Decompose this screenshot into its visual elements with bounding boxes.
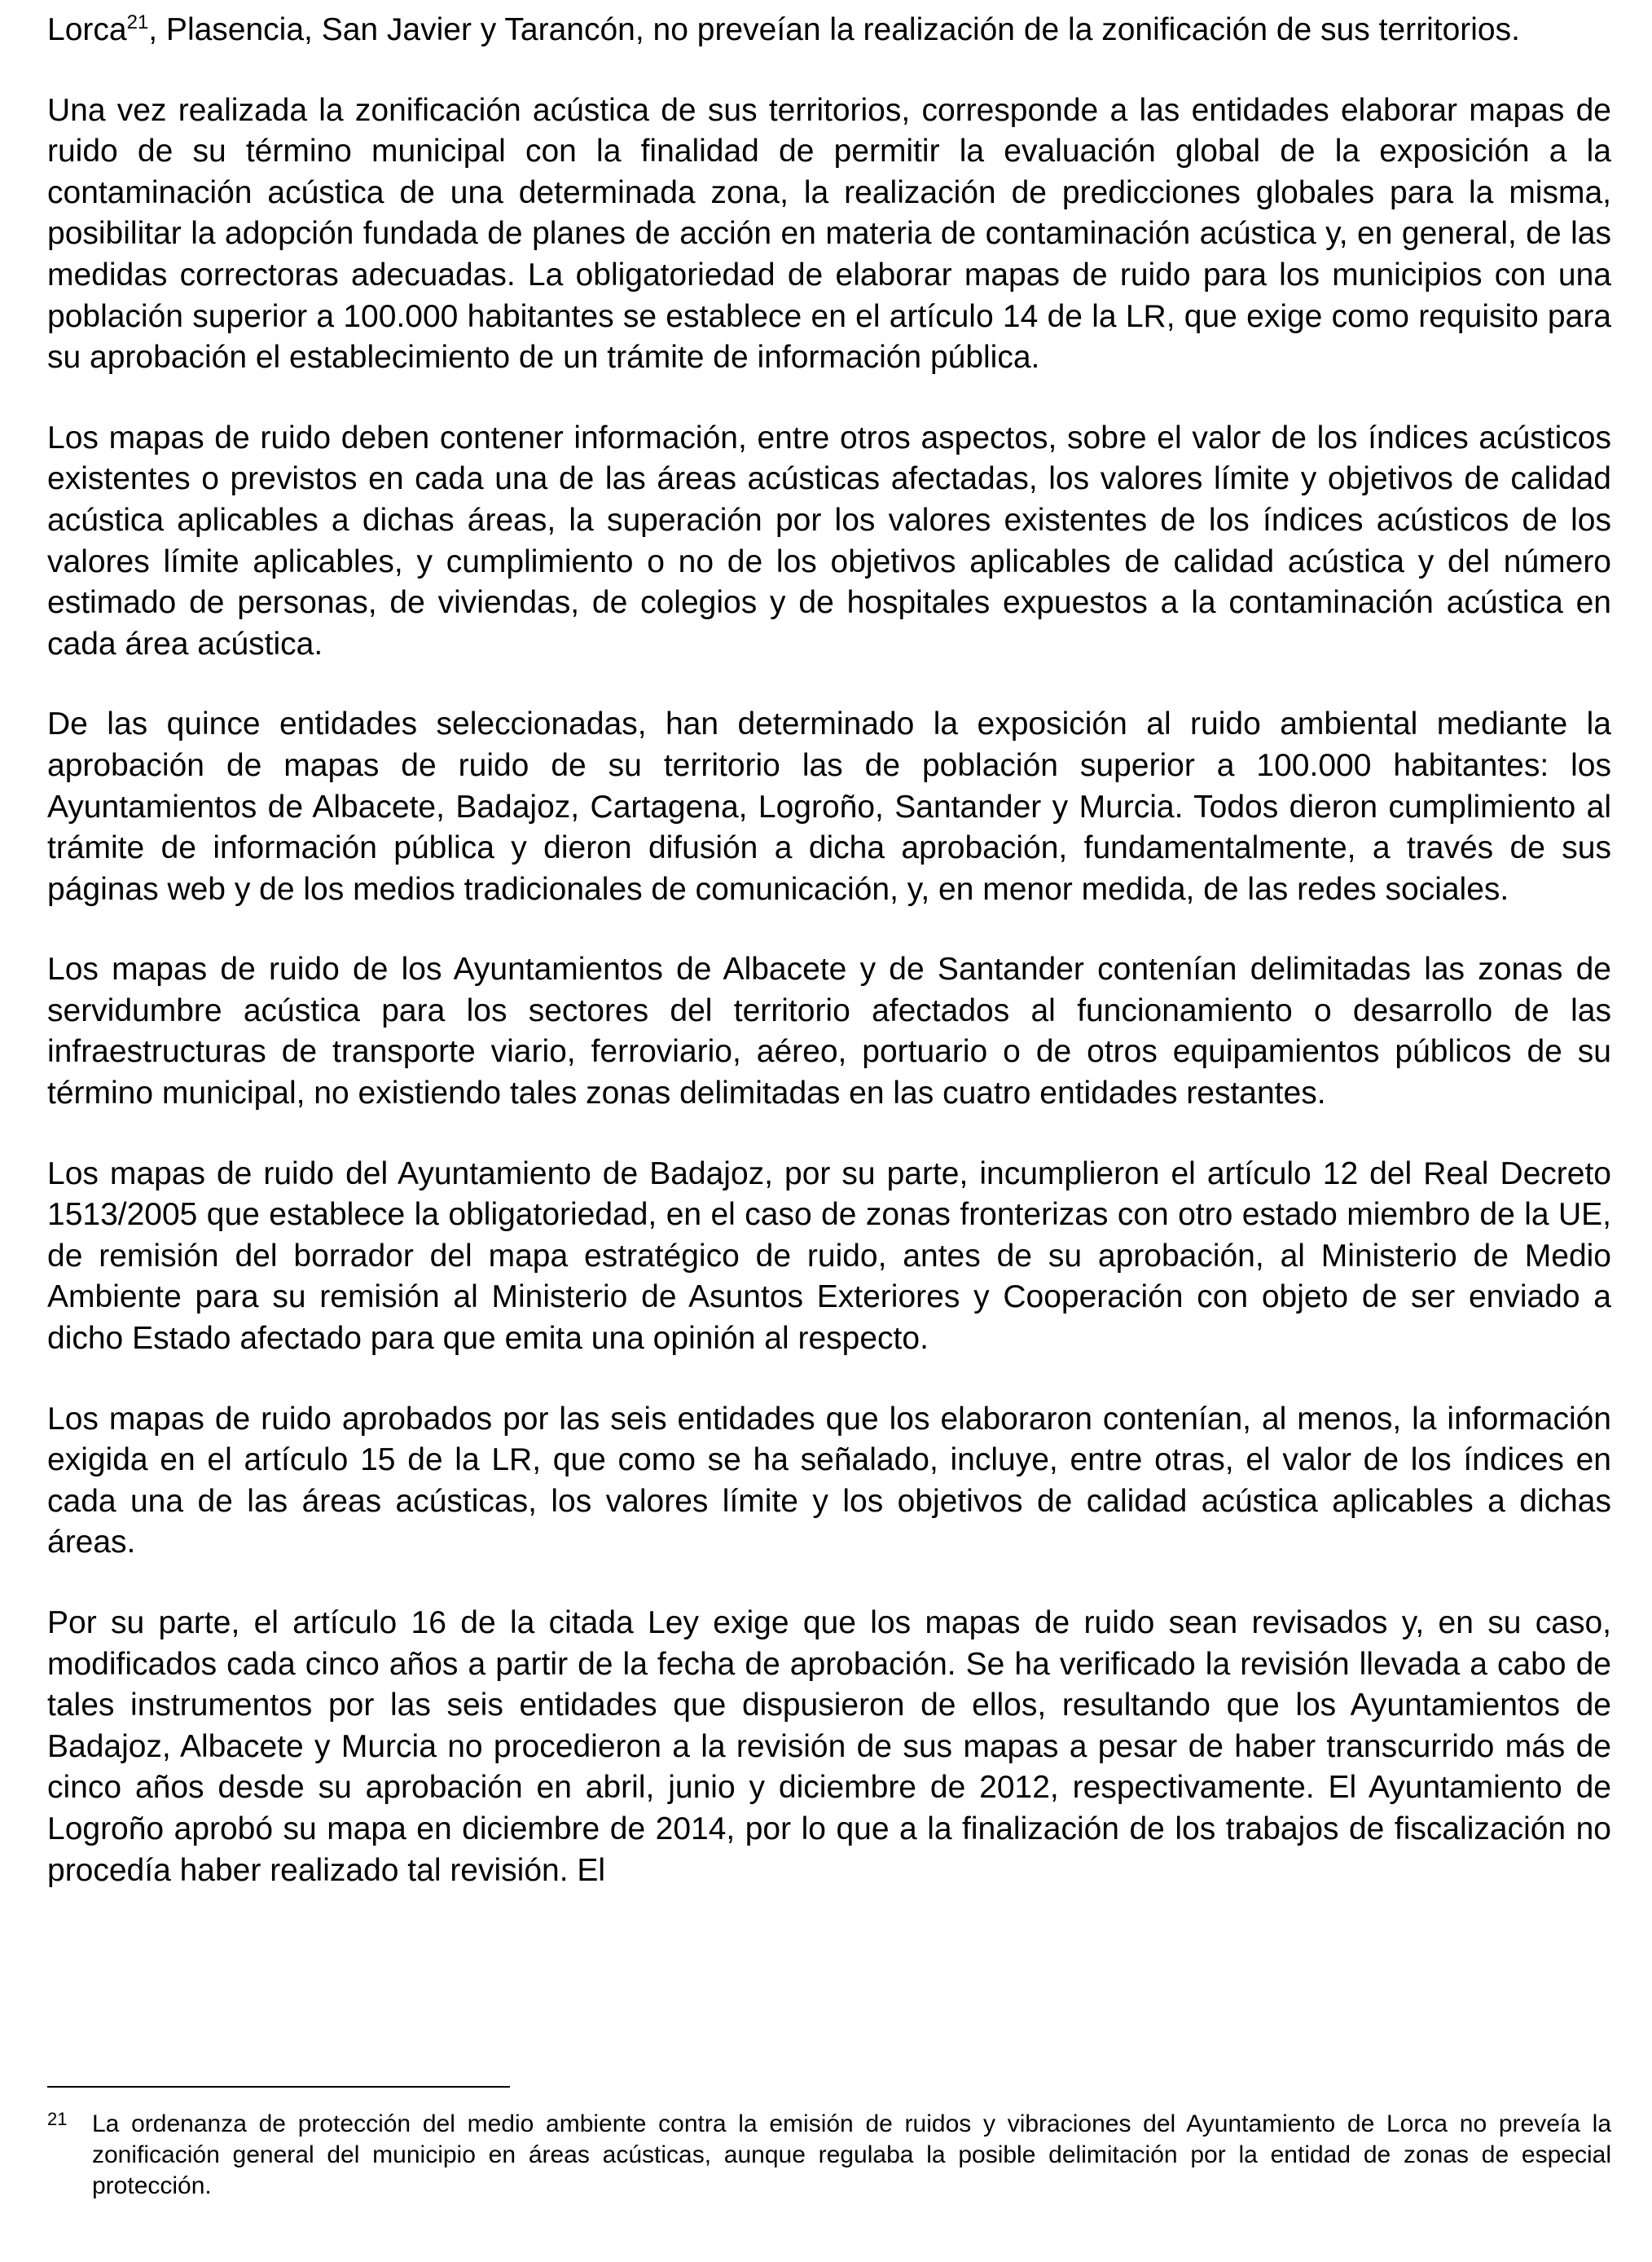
paragraph-7: Los mapas de ruido aprobados por las seis entidades que los elaboraron contenían, al menos, la información exigida en el artículo 15 de la LR, que como se ha señalado, incluye, entre otras, el valor de los índices en cada una de las áreas acústicas, los valores límite y los objetivos de calidad acústica aplicables a dichas áreas. <box>47 1401 1611 1560</box>
footnote-21 <box>47 2109 1611 2202</box>
paragraph-3: Los mapas de ruido deben contener información, entre otros aspectos, sobre el valor de los índices acústicos existentes o previstos en cada una de las áreas acústicas afectadas, los valores límite y objetivos de calidad acústica aplicables a dichas áreas, la superación por los valores existentes de los índices acústicos de los valores límite aplicables, y cumplimiento o no de los objetivos aplicables de calidad acústica y del número estimado de personas, de viviendas, de colegios y de hospitales expuestos a la contaminación acústica en cada área acústica. <box>47 420 1611 662</box>
paragraph-8: Por su parte, el artículo 16 de la citada Ley exige que los mapas de ruido sean revisados y, en su caso, modificados cada cinco años a partir de la fecha de aprobación. Se ha verificado la revisión llevada a cabo de tales instrumentos por las seis entidades que dispusieron de ellos, resultando que los Ayuntamientos de Badajoz, Albacete y Murcia no procedieron a la revisión de sus mapas a pesar de haber transcurrido más de cinco años desde su aprobación en abril, junio y diciembre de 2012, respectivamente. El Ayuntamiento de Logroño aprobó su mapa en diciembre de 2014, por lo que a la finalización de los trabajos de fiscalización no procedía haber realizado tal revisión. El <box>47 1605 1611 1888</box>
footnote-text: La ordenanza de protección del medio ambiente contra la emisión de ruidos y vibraciones del Ayuntamiento de Lorca no preveía la zonificación general del municipio en áreas acústicas, aunque regulaba la posible delimitación por la entidad de zonas de especial protección. <box>92 2110 1611 2199</box>
paragraph-5: Los mapas de ruido de los Ayuntamientos de Albacete y de Santander contenían delimitadas las zonas de servidumbre acústica para los sectores del territorio afectados al funcionamiento o desarrollo de las infraestructuras de transporte viario, ferroviario, aéreo, portuario o de otros equipamientos públicos de su término municipal, no existiendo tales zonas delimitadas en las cuatro entidades restantes. <box>47 952 1611 1111</box>
paragraph-1 <box>47 10 1611 51</box>
footnote-number: 21 <box>47 2109 68 2129</box>
footnote-reference-21[interactable]: 21 <box>126 11 149 33</box>
paragraph-1-start: Lorca <box>47 12 127 47</box>
document-body <box>47 10 1611 1930</box>
paragraph-4: De las quince entidades seleccionadas, han determinado la exposición al ruido ambiental mediante la aprobación de mapas de ruido de su territorio las de población superior a 100.000 habitantes: los Ayuntamientos de Albacete, Badajoz, Cartagena, Logroño, Santander y Murcia. Todos dieron cumplimiento al trámite de información pública y dieron difusión a dicha aprobación, fundamentalmente, a través de sus páginas web y de los medios tradicionales de comunicación, y, en menor medida, de las redes sociales. <box>47 706 1611 907</box>
paragraph-2: Una vez realizada la zonificación acústica de sus territorios, corresponde a las entidades elaborar mapas de ruido de su término municipal con la finalidad de permitir la evaluación global de la exposición a la contaminación acústica de una determinada zona, la realización de predicciones globales para la misma, posibilitar la adopción fundada de planes de acción en materia de contaminación acústica y, en general, de las medidas correctoras adecuadas. La obligatoriedad de elaborar mapas de ruido para los municipios con una población superior a 100.000 habitantes se establece en el artículo 14 de la LR, que exige como requisito para su aprobación el establecimiento de un trámite de información pública. <box>47 92 1611 376</box>
paragraph-1-rest: , Plasencia, San Javier y Tarancón, no preveían la realización de la zonificación de sus territorios. <box>148 12 1520 47</box>
paragraph-6: Los mapas de ruido del Ayuntamiento de Badajoz, por su parte, incumplieron el artículo 12 del Real Decreto 1513/2005 que establece la obligatoriedad, en el caso de zonas fronterizas con otro estado miembro de la UE, de remisión del borrador del mapa estratégico de ruido, antes de su aprobación, al Ministerio de Medio Ambiente para su remisión al Ministerio de Asuntos Exteriores y Cooperación con objeto de ser enviado a dicho Estado afectado para que emita una opinión al respecto. <box>47 1155 1611 1357</box>
footnote-separator <box>47 2086 510 2088</box>
